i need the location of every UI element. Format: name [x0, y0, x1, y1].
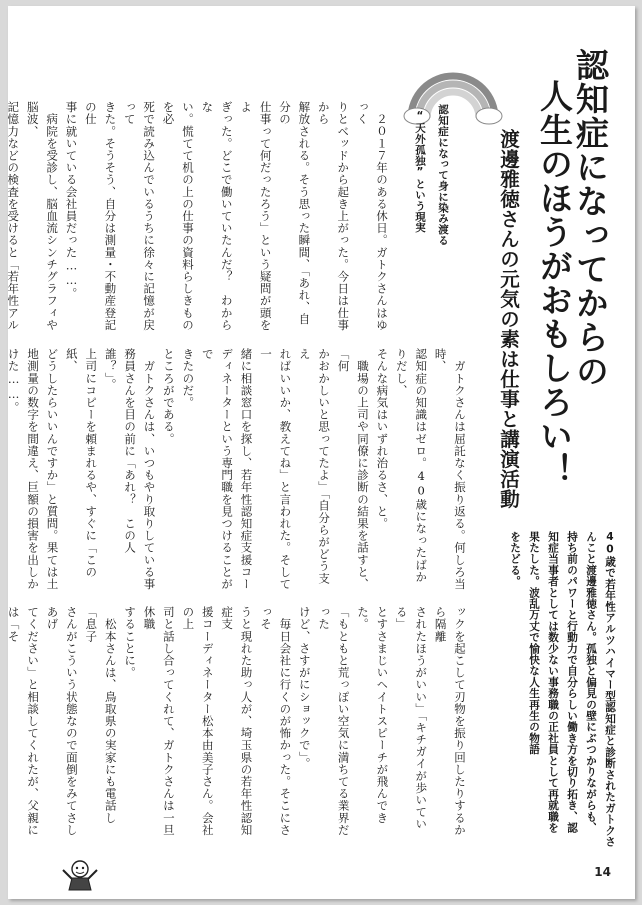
body-line: てください」と相談してくれたが、父親には「そ — [6, 606, 41, 836]
section-heading-line-2: “天外孤独”という現実 — [414, 110, 426, 233]
body-middle-block — [6, 348, 469, 590]
body-line: い。慌てて机の上の仕事の資料らしきものを必 — [161, 101, 195, 331]
body-line: ところがである。 — [161, 348, 176, 445]
body-line: ディネーターという専門職を見つけることがで — [200, 348, 235, 590]
body-line: 記憶力などの検査を受けると「若年性アル — [6, 101, 21, 331]
body-line: ックを起こして刃物を振り回したりするから隔離 — [433, 606, 467, 836]
body-top-block — [6, 101, 391, 333]
lead-line-3: 持ち前のパワーと行動力で自分らしい働き方を切り拓き、認 — [566, 531, 578, 834]
body-line: そんな病気はいずれ治るさ、と。 — [375, 348, 390, 530]
body-line: さんがこういう状態なので面倒をみてさしあげ — [45, 606, 79, 836]
body-line: 認知症の知識はゼロ。40歳になったばかりだし、 — [394, 348, 429, 583]
title-line-2: 人生のほうがおもしろい！ — [535, 79, 574, 487]
body-line: することに。 — [123, 606, 138, 679]
lead-line-1: 40歳で若年性アルツハイマー型認知症と診断されたガトクさ — [604, 531, 616, 848]
body-line: きた。そうそう、自分は測量・不動産登記の仕 — [83, 101, 118, 331]
body-line: ぎった。どこで働いていたんだ？ わからな — [200, 101, 234, 331]
body-line: きたのだ。 — [181, 348, 196, 409]
magazine-page — [8, 6, 635, 899]
body-line: 上司にコピーを頼まれるや、すぐに「この紙、 — [64, 348, 99, 578]
body-line: 事に就いている会社員だった……。 — [64, 101, 79, 300]
body-line: りとベッドから起き上がった。今日は仕事から — [316, 101, 351, 331]
lead-line-6: をたどる。 — [509, 531, 521, 587]
page-number: 14 — [594, 865, 611, 879]
body-line: 援コーディネーター松本由美子さん。会社の上 — [181, 606, 215, 836]
body-line: とすさまじいヘイトスピーチが飛んできた。 — [355, 606, 390, 824]
body-line: 「もともと荒っぽい空気に満ちてる業界だった — [317, 606, 351, 836]
body-line — [0, 348, 3, 590]
body-line: されたほうがいい」「キチガイが歩いている」 — [394, 606, 429, 831]
body-line: 病院を受診し、脳血流シンチグラフィや脳波、 — [25, 101, 60, 331]
lead-line-4: 知症当事者としては数少ない事務職の正社員として再就職を — [547, 531, 559, 834]
subtitle: 渡邊雅徳さんの元気の素は仕事と講演活動 — [497, 129, 520, 509]
body-line: 職場の上司や同僚に診断の結果を話すと、「何 — [336, 348, 370, 590]
body-line: かおかしいと思ってたよ」「自分らがどう支え — [297, 348, 332, 585]
body-line: 松本さんは、鳥取県の実家にも電話し「息子 — [84, 606, 118, 824]
mascot-illustration — [60, 858, 100, 892]
body-line: ればいいか、教えてね」と言われた。そして一 — [258, 348, 293, 590]
body-line: ２０１７年のある休日。ガトクさんはゆっく — [355, 101, 389, 331]
body-bottom-block — [6, 606, 469, 844]
section-heading-line-1: 認知症になって身に染み渡る — [437, 104, 449, 246]
lead-line-5: 果たした。波乱万丈で愉快な人生再生の物語 — [528, 531, 540, 755]
body-line: けた……。 — [6, 348, 21, 414]
body-line: どうしたらいいんですか」と質問。果ては土 — [45, 348, 60, 590]
body-line: けど、さすがにショックで」。 — [297, 606, 312, 770]
body-line: 毎日会社に行くのが怖かった。そこにさっそ — [258, 606, 293, 836]
body-line: 司と話し合ってくれて、ガトクさんは一旦休職 — [142, 606, 176, 836]
body-line: ガトクさんは屈託なく振り返る。何しろ当時、 — [433, 348, 467, 590]
body-line: 地測量の数字を間違え、巨額の損害を出しか — [26, 348, 41, 590]
body-line: 解放される。そう思った瞬間、「あれ、自分の — [277, 101, 312, 326]
body-line: ガトクさんは、いつもやり取りしている事 — [142, 348, 157, 590]
body-line: 務員さんを目の前に「あれ？ この人誰？」。 — [103, 348, 138, 554]
body-line: 緒に相談窓口を探し、若年性認知症支援コー — [239, 348, 254, 590]
lead-line-2: んこと渡邊雅徳さん。孤独と偏見の壁にぶつかりながらも、 — [585, 531, 597, 834]
body-line: 死で読み込んでいるうちに徐々に記憶が戻って — [122, 101, 157, 331]
title-line-1: 認知症になってからの — [571, 48, 610, 388]
body-line — [0, 606, 3, 844]
body-line: うと現れた助っ人が、埼玉県の若年性認知症支 — [220, 606, 254, 836]
body-line: 仕事って何だったろう」という疑問が頭をよ — [239, 101, 273, 331]
